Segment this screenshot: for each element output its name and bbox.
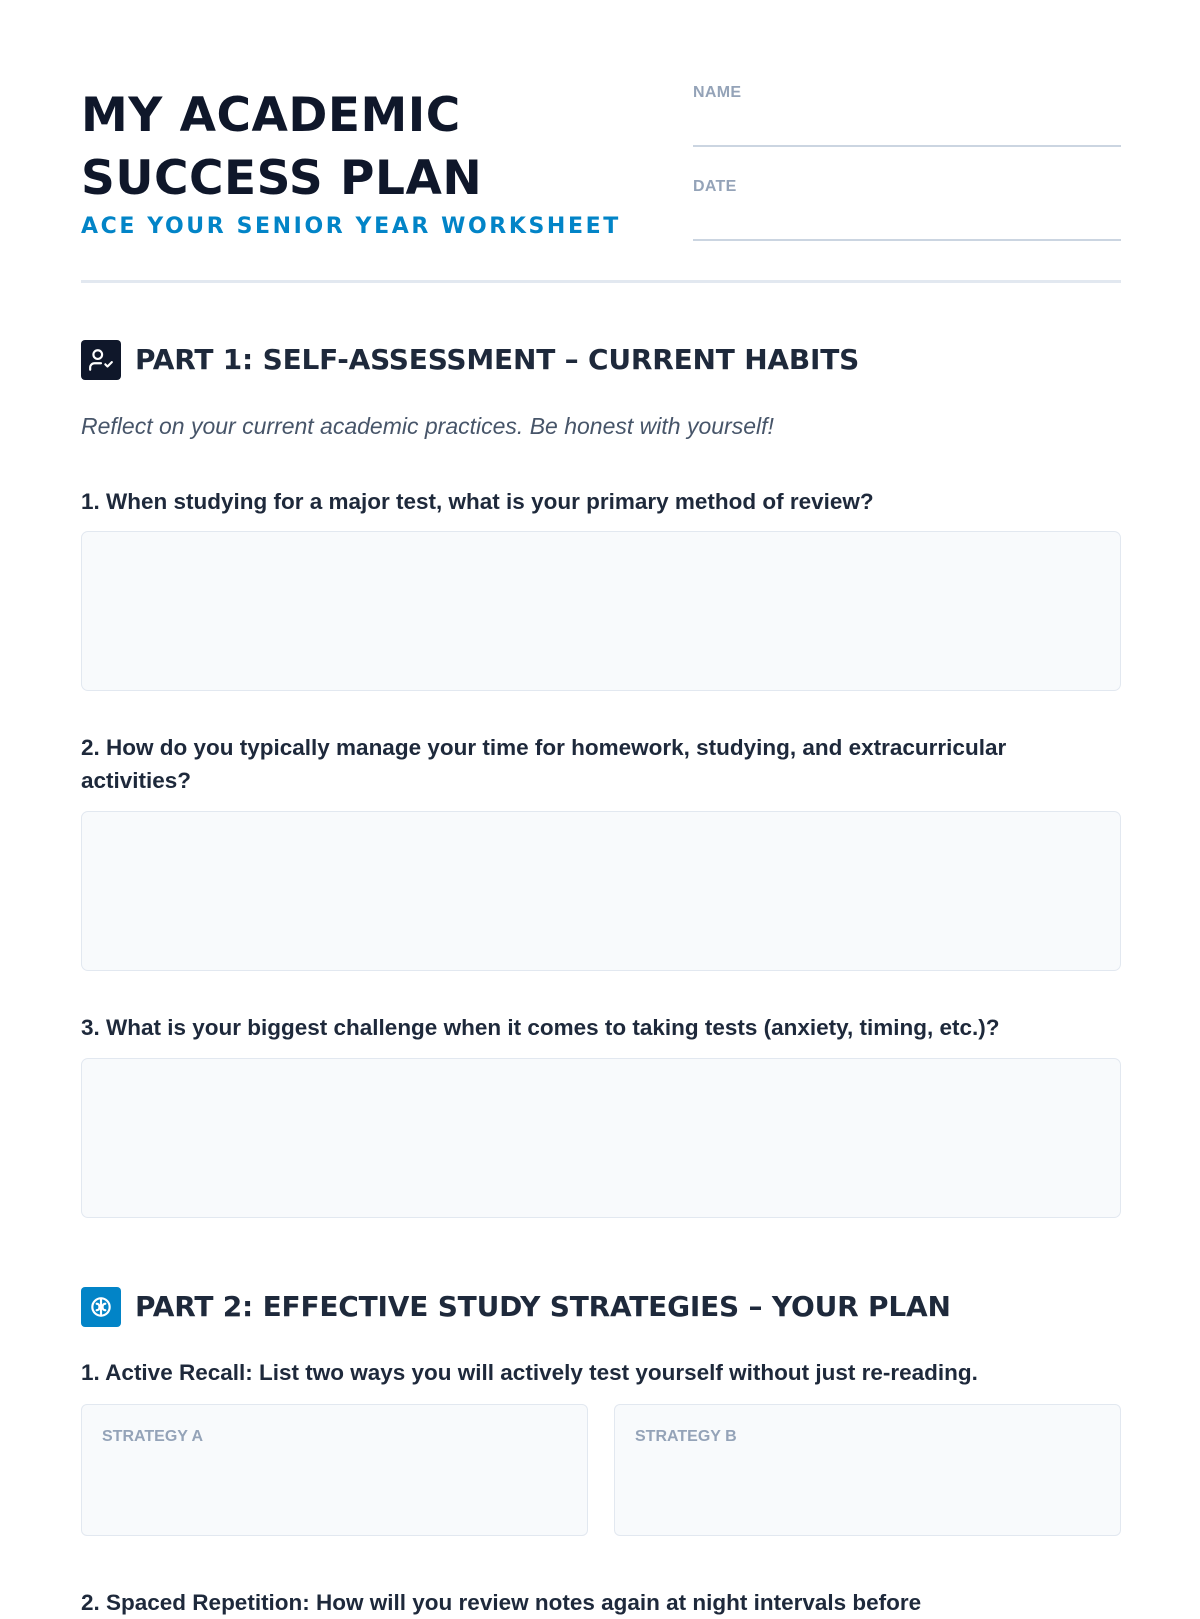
page-title	[81, 84, 641, 210]
answer-box-2[interactable]	[81, 811, 1121, 971]
answer-box-3[interactable]	[81, 1058, 1121, 1218]
name-field[interactable]	[693, 84, 1121, 178]
strategy-b-label: STRATEGY B	[635, 1428, 737, 1445]
part2-header	[81, 1287, 1121, 1327]
strategy-a-box[interactable]	[81, 1404, 588, 1536]
user-check-icon	[81, 340, 121, 380]
date-line	[693, 239, 1121, 241]
worksheet-header	[81, 84, 1121, 284]
header-divider	[81, 280, 1121, 283]
title-block	[81, 84, 641, 239]
part1-question-2: 2. How do you typically manage your time for homework, studying, and extracurricular activities?	[81, 735, 1007, 793]
answer-box-1[interactable]	[81, 531, 1121, 691]
brain-icon	[81, 1287, 121, 1327]
part2-question-2-partial: 2. Spaced Repetition: How will you review notes again at night intervals before	[81, 1590, 922, 1615]
strategy-b-box[interactable]	[614, 1404, 1121, 1536]
part2-question-1: 1. Active Recall: List two ways you will actively test yourself without just re-reading.	[81, 1360, 978, 1385]
part2-title: PART 2: EFFECTIVE STUDY STRATEGIES – YOUR PLAN	[135, 1290, 951, 1323]
page-subtitle: ACE YOUR SENIOR YEAR WORKSHEET	[81, 214, 621, 239]
name-line	[693, 145, 1121, 147]
part1-header	[81, 340, 1121, 380]
date-field[interactable]	[693, 178, 1121, 272]
part1-title: PART 1: SELF-ASSESSMENT – CURRENT HABITS	[135, 343, 860, 376]
title-line-1: MY ACADEMIC	[81, 88, 461, 143]
title-line-2: SUCCESS PLAN	[81, 151, 483, 206]
part1-question-1: 1. When studying for a major test, what is your primary method of review?	[81, 489, 874, 514]
date-label: DATE	[693, 178, 737, 195]
strategy-a-label: STRATEGY A	[102, 1428, 204, 1445]
student-fields	[693, 84, 1121, 272]
part1-intro: Reflect on your current academic practices. Be honest with yourself!	[81, 413, 774, 439]
name-label: NAME	[693, 84, 742, 101]
part1-question-3: 3. What is your biggest challenge when it comes to taking tests (anxiety, timing, etc.)?	[81, 1015, 1000, 1040]
